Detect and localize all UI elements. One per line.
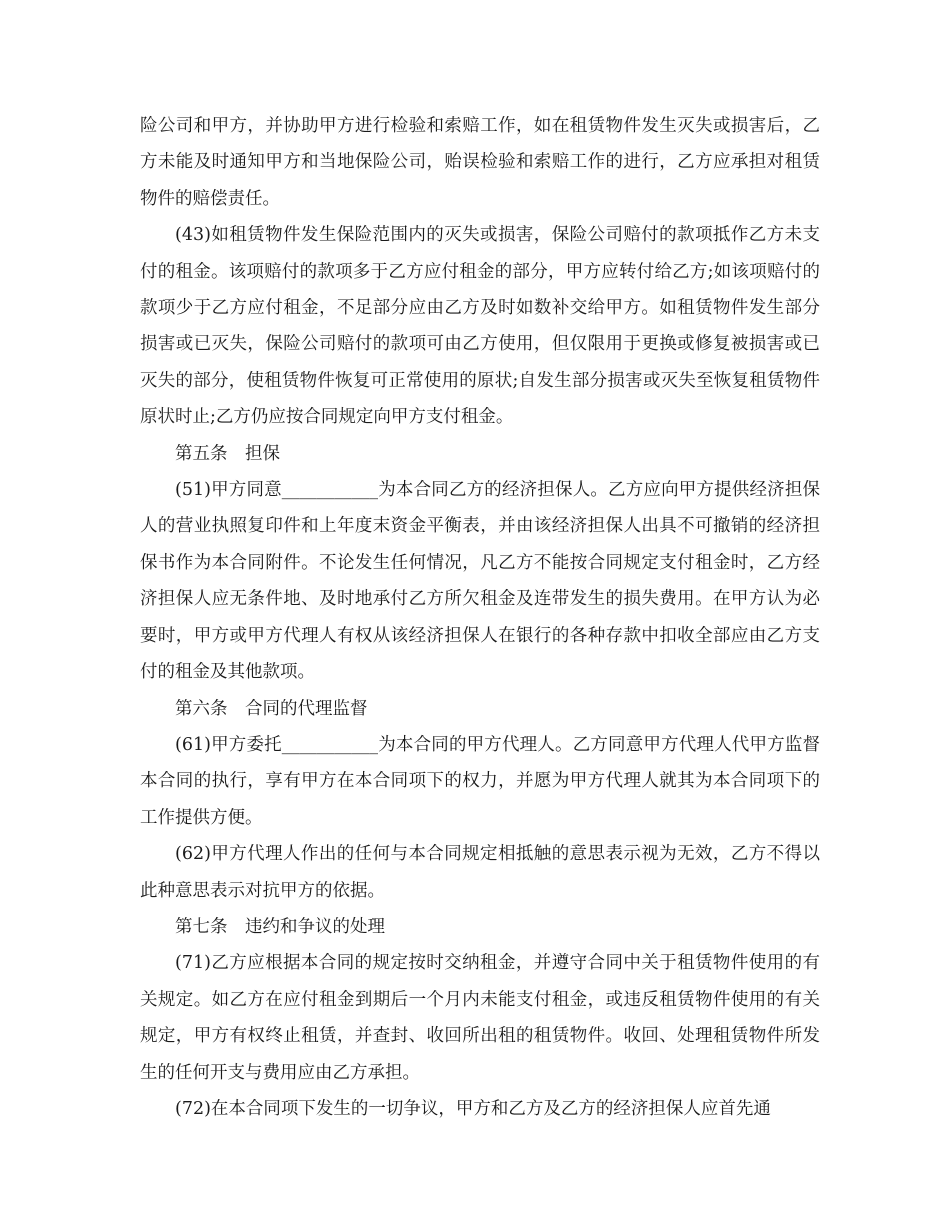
article-6-heading: 第六条 合同的代理监督 [175, 698, 368, 719]
article-5-heading: 第五条 担保 [175, 443, 280, 464]
clause-62: (62)甲方代理人作出的任何与本合同规定相抵触的意思表示视为无效，乙方不得以此种意思表示对抗甲方的依据。 [140, 844, 820, 901]
contract-body [140, 108, 820, 1127]
clause-71: (71)乙方应根据本合同的规定按时交纳租金，并遵守合同中关于租赁物件使用的有关规定。如乙方在应付租金到期后一个月内未能支付租金，或违反租赁物件使用的有关规定，甲方有权终止租赁，并查封、收回所出租的租赁物件。收回、处理租赁物件所发生的任何开支与费用应由乙方承担。 [140, 953, 820, 1083]
paragraph-insurance-claims-continuation: 险公司和甲方，并协助甲方进行检验和索赔工作，如在租赁物件发生灭失或损害后，乙方未能及时通知甲方和当地保险公司，贻误检验和索赔工作的进行，乙方应承担对租赁物件的赔偿责任。 [140, 116, 820, 209]
article-7-heading: 第七条 违约和争议的处理 [175, 916, 385, 937]
clause-61: (61)甲方委托___________为本合同的甲方代理人。乙方同意甲方代理人代甲方监督本合同的执行，享有甲方在本合同项下的权力，并愿为甲方代理人就其为本合同项下的工作提供方便。 [140, 734, 820, 828]
clause-51: (51)甲方同意___________为本合同乙方的经济担保人。乙方应向甲方提供经济担保人的营业执照复印件和上年度末资金平衡表，并由该经济担保人出具不可撤销的经济担保书作为本合同附件。不论发生任何情况，凡乙方不能按合同规定支付租金时，乙方经济担保人应无条件地、及时地承付乙方所欠租金及连带发生的损失费用。在甲方认为必要时，甲方或甲方代理人有权从该经济担保人在银行的各种存款中扣收全部应由乙方支付的租金及其他款项。 [140, 480, 820, 683]
clause-43: (43)如租赁物件发生保险范围内的灭失或损害，保险公司赔付的款项抵作乙方未支付的租金。该项赔付的款项多于乙方应付租金的部分，甲方应转付给乙方;如该项赔付的款项少于乙方应付租金，不足部分应由乙方及时如数补交给甲方。如租赁物件发生部分损害或已灭失，保险公司赔付的款项可由乙方使用，但仅限用于更换或修复被损害或已灭失的部分，使租赁物件恢复可正常使用的原状;自发生部分损害或灭失至恢复租赁物件原状时止;乙方仍应按合同规定向甲方支付租金。 [140, 225, 820, 428]
clause-72: (72)在本合同项下发生的一切争议，甲方和乙方及乙方的经济担保人应首先通 [175, 1098, 771, 1119]
